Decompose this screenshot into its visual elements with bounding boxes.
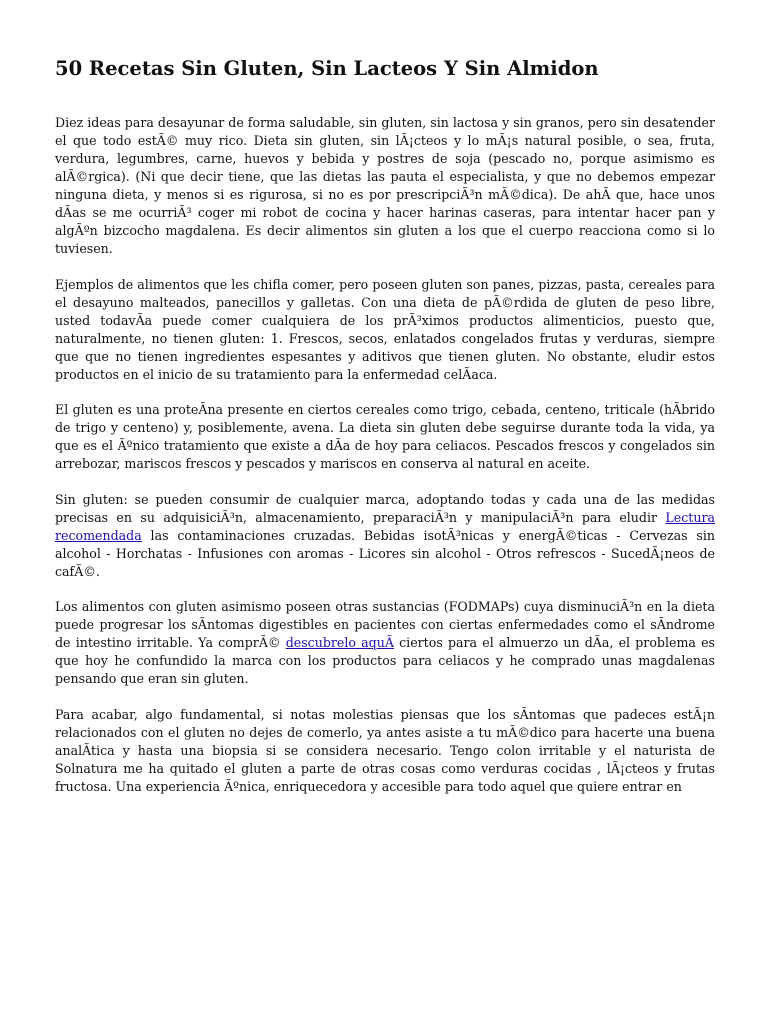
descubrelo-aqui-link[interactable]: descubrelo aquÃ	[285, 635, 394, 650]
paragraph-4-text-after: las contaminaciones cruzadas. Bebidas isotÃ³nicas y energÃ©ticas - Cervezas sin alcohol - Horchatas - Infusiones con aromas - Licores sin alcohol - Otros refrescos - SucedÃ¡neos de cafÃ©.	[55, 527, 715, 579]
paragraph-5-text-before: Los alimentos con gluten asimismo poseen otras sustancias (FODMAPs) cuya disminuciÃ³n en la dieta puede progresar los sÃntomas digestibles en pacientes con ciertas enfermedades como el sÃndrome de intestino irritable. Ya comprÃ©	[55, 599, 715, 650]
article-body	[55, 114, 715, 813]
paragraph-3: El gluten es una proteÃna presente en ciertos cereales como trigo, cebada, centeno, triticale (hÃbrido de trigo y centeno) y, posiblemente, avena. La dieta sin gluten debe seguirse durante toda la vida, ya que es el Ãºnico tratamiento que existe a dÃa de hoy para celiacos. Pescados frescos y congelados sin arrebozar, mariscos frescos y pescados y mariscos en conserva al natural en aceite.	[55, 402, 715, 471]
lectura-recomendada-link[interactable]: Lectura recomendada	[55, 509, 715, 543]
paragraph-5	[55, 598, 715, 688]
paragraph-6: Para acabar, algo fundamental, si notas molestias piensas que los sÃntomas que padeces estÃ¡n relacionados con el gluten no dejes de comerlo, ya antes asiste a tu mÃ©dico para hacerte una buena analÃtica y hasta una biopsia si se considera necesario. Tengo colon irritable y el naturista de Solnatura me ha quitado el gluten a parte de otras cosas como verduras cocidas , lÃ¡cteos y frutas fructosa. Una experiencia Ãºnica, enriquecedora y accesible para todo aquel que quiere entrar en	[55, 706, 715, 794]
paragraph-5-text-after: ciertos para el almuerzo un dÃa, el problema es que hoy he confundido la marca con los productos para celiacos y he comprado unas magdalenas pensando que eran sin gluten.	[55, 635, 715, 686]
page-title: 50 Recetas Sin Gluten, Sin Lacteos Y Sin Almidon	[55, 57, 599, 80]
paragraph-4-text-before: Sin gluten: se pueden consumir de cualquier marca, adoptando todas y cada una de las medidas precisas en su adquisiciÃ³n, almacenamiento, preparaciÃ³n y manipulaciÃ³n para eludir	[55, 491, 715, 525]
paragraph-4	[55, 491, 715, 581]
paragraph-1: Diez ideas para desayunar de forma saludable, sin gluten, sin lactosa y sin granos, pero sin desatender el que todo estÃ© muy rico. Dieta sin gluten, sin lÃ¡cteos y lo mÃ¡s natural posible, o sea, fruta, verdura, legumbres, carne, huevos y bebida y postres de soja (pescado no, porque asimismo es alÃ©rgica). (Ni que decir tiene, que las dietas las pauta el especialista, y que no debemos empezar ninguna dieta, y menos si es rigurosa, si no es por prescripciÃ³n mÃ©dica). De ahÃ que, hace unos dÃas se me ocurriÃ³ coger mi robot de cocina y hacer harinas caseras, para intentar hacer pan y algÃºn bizcocho magdalena. Es decir alimentos sin gluten a los que el cuerpo reacciona como si lo tuviesen.	[55, 115, 715, 256]
paragraph-2: Ejemplos de alimentos que les chifla comer, pero poseen gluten son panes, pizzas, pasta, cereales para el desayuno malteados, panecillos y galletas. Con una dieta de pÃ©rdida de gluten de peso libre, usted todavÃa puede comer cualquiera de los prÃ³ximos productos alimenticios, puesto que, naturalmente, no tienen gluten: 1. Frescos, secos, enlatados congelados frutas y verduras, siempre que que no tienen ingredientes espesantes y aditivos que tienen gluten. No obstante, eludir estos productos en el inicio de su tratamiento para la enfermedad celÃaca.	[55, 276, 715, 382]
